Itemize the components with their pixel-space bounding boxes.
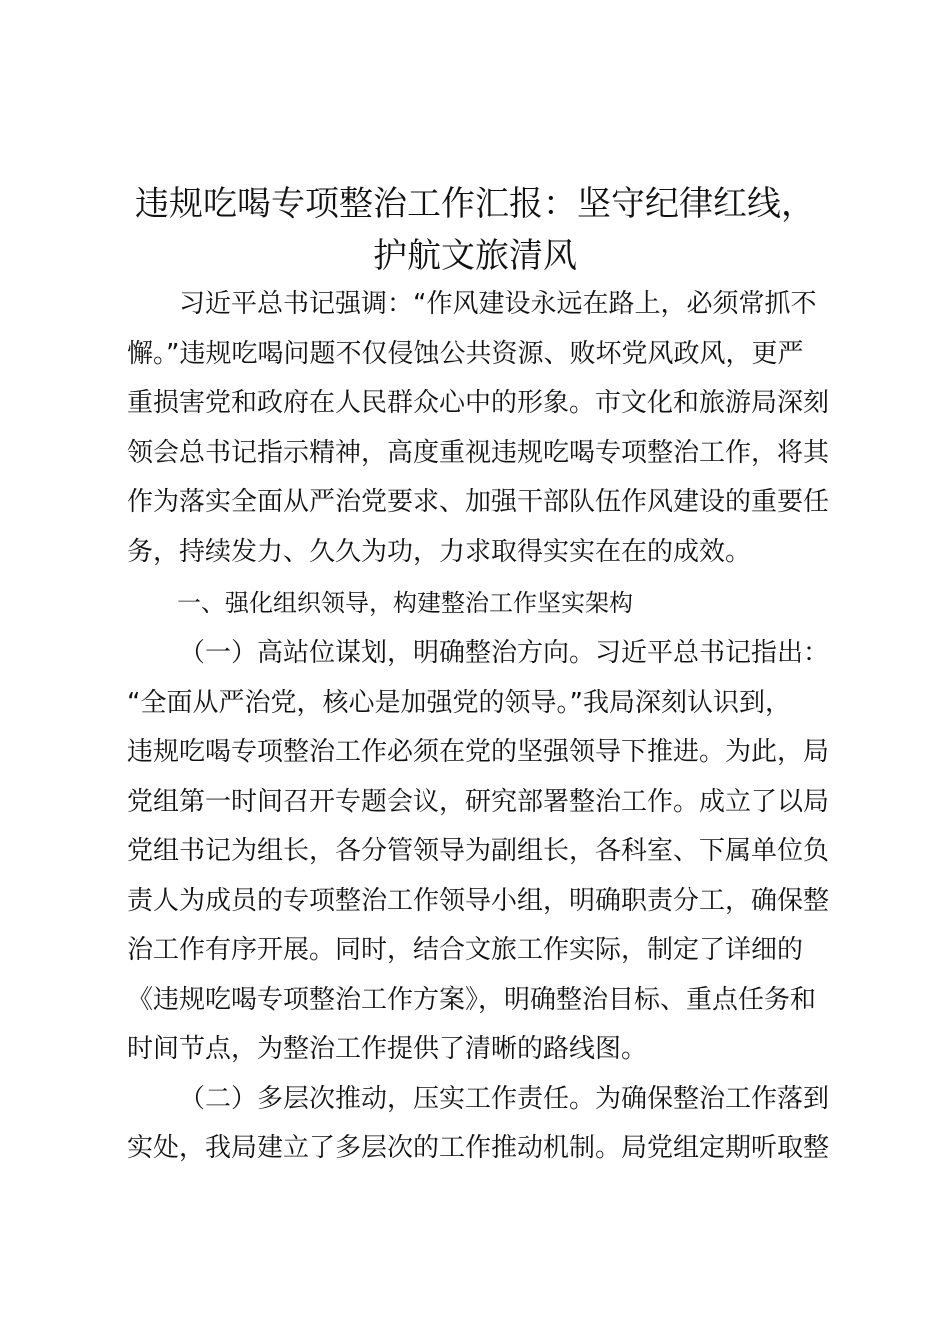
paragraph-line: 党组第一时间召开专题会议，研究部署整治工作。成立了以局 [127, 786, 830, 817]
intro-line: 重损害党和政府在人民群众心中的形象。市文化和旅游局深刻 [127, 388, 830, 418]
intro-line: 领会总书记指示精神，高度重视违规吃喝专项整治工作，将其 [127, 437, 830, 468]
intro-line: 懈。”违规吃喝问题不仅侵蚀公共资源、败坏党风政风，更严 [127, 338, 804, 369]
paragraph-line: 责人为成员的专项整治工作领导小组，明确职责分工，确保整 [127, 885, 830, 916]
paragraph-line: “全面从严治党，核心是加强党的领导。”我局深刻认识到， [127, 687, 791, 718]
paragraph-1 [127, 629, 847, 1075]
intro-paragraph [127, 280, 847, 577]
document-title [110, 178, 840, 282]
title-line-2: 护航文旅清风 [373, 236, 577, 276]
paragraph-line: 违规吃喝专项整治工作必须在党的坚强领导下推进。为此，局 [127, 737, 830, 767]
paragraph-line: （一）高站位谋划，明确整治方向。习近平总书记指出： [179, 638, 830, 668]
paragraph-line: 党组书记为组长，各分管领导为副组长，各科室、下属单位负 [127, 836, 830, 866]
document-body [127, 280, 847, 1174]
paragraph-line: 时间节点，为整治工作提供了清晰的路线图。 [127, 1034, 648, 1064]
intro-line: 作为落实全面从严治党要求、加强干部队伍作风建设的重要任 [127, 487, 830, 517]
paragraph-line: （二）多层次推动，压实工作责任。为确保整治工作落到 [179, 1083, 830, 1114]
paragraph-line: 实处，我局建立了多层次的工作推动机制。局党组定期听取整 [127, 1133, 830, 1163]
intro-line: 务，持续发力、久久为功，力求取得实实在在的成效。 [127, 536, 752, 567]
section-heading: 一、强化组织领导，构建整治工作坚实架构 [177, 589, 633, 617]
title-line-1: 违规吃喝专项整治工作汇报：坚守纪律红线， [135, 184, 815, 224]
paragraph-line: 《违规吃喝专项整治工作方案》，明确整治目标、重点任务和 [127, 984, 817, 1015]
paragraph-line: 治工作有序开展。同时，结合文旅工作实际，制定了详细的 [127, 935, 804, 965]
intro-line: 习近平总书记强调：“作风建设永远在路上，必须常抓不 [179, 289, 817, 319]
paragraph-2 [127, 1075, 847, 1174]
